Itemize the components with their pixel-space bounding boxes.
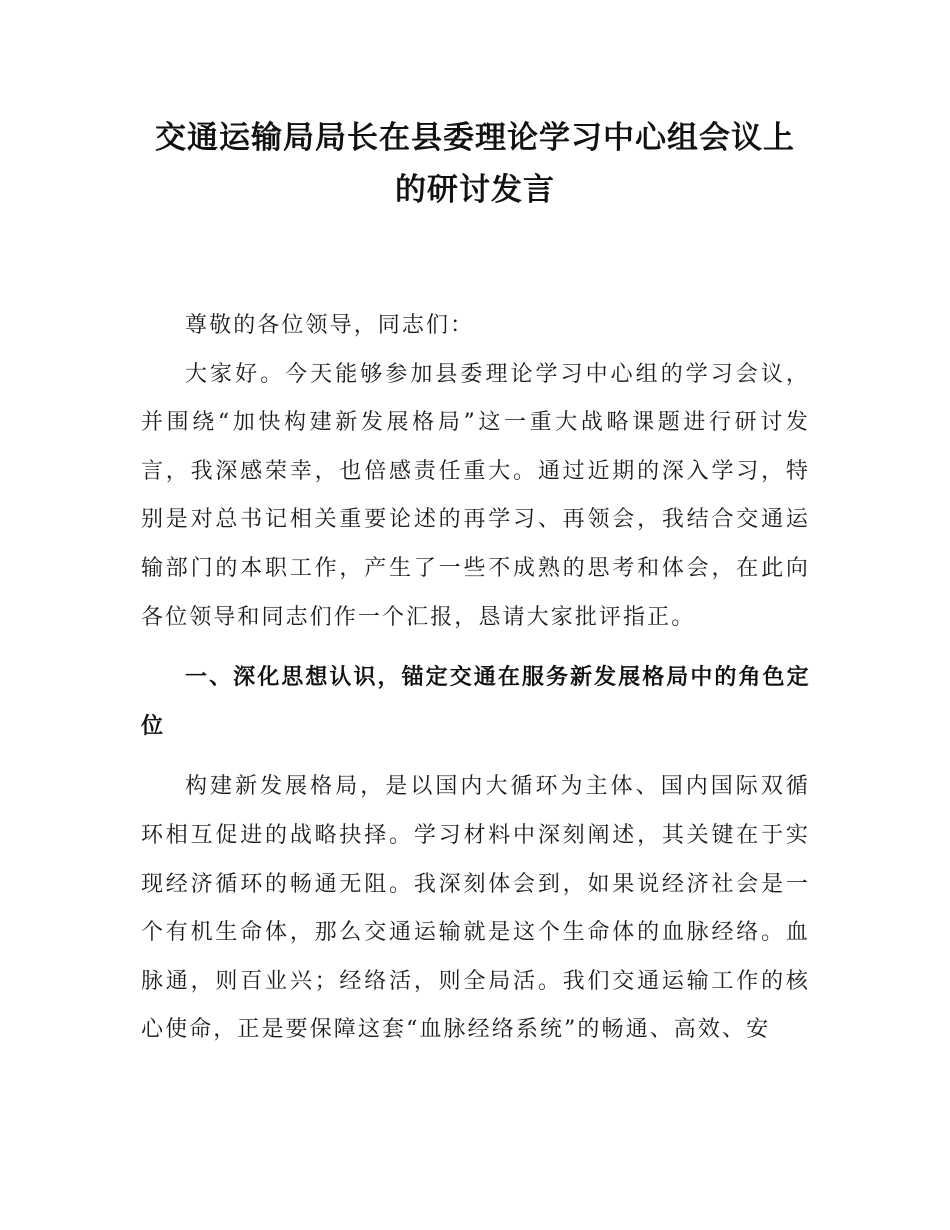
section-heading: 一、深化思想认识，锚定交通在服务新发展格局中的角色定位 xyxy=(141,665,810,739)
intro-paragraph: 大家好。今天能够参加县委理论学习中心组的学习会议，并围绕“加快构建新发展格局”这一重大战略课题进行研讨发言，我深感荣幸，也倍感责任重大。通过近期的深入学习，特别是对总书记相关重要论述的再学习、再领会，我结合交通运输部门的本职工作，产生了一些不成熟的思考和体会，在此向各位领导和同志们作一个汇报，恳请大家批评指正。 xyxy=(141,361,810,630)
section-paragraph: 构建新发展格局，是以国内大循环为主体、国内国际双循环相互促进的战略抉择。学习材料中深刻阐述，其关键在于实现经济循环的畅通无阻。我深刻体会到，如果说经济社会是一个有机生命体，那么交通运输就是这个生命体的血脉经络。血脉通，则百业兴；经络活，则全局活。我们交通运输工作的核心使命，正是要保障这套“血脉经络系统”的畅通、高效、安 xyxy=(141,774,810,1043)
document-title: 交通运输局局长在县委理论学习中心组会议上的研讨发言 xyxy=(155,120,795,208)
document-body xyxy=(141,302,810,1055)
salutation: 尊敬的各位领导，同志们： xyxy=(185,313,475,338)
